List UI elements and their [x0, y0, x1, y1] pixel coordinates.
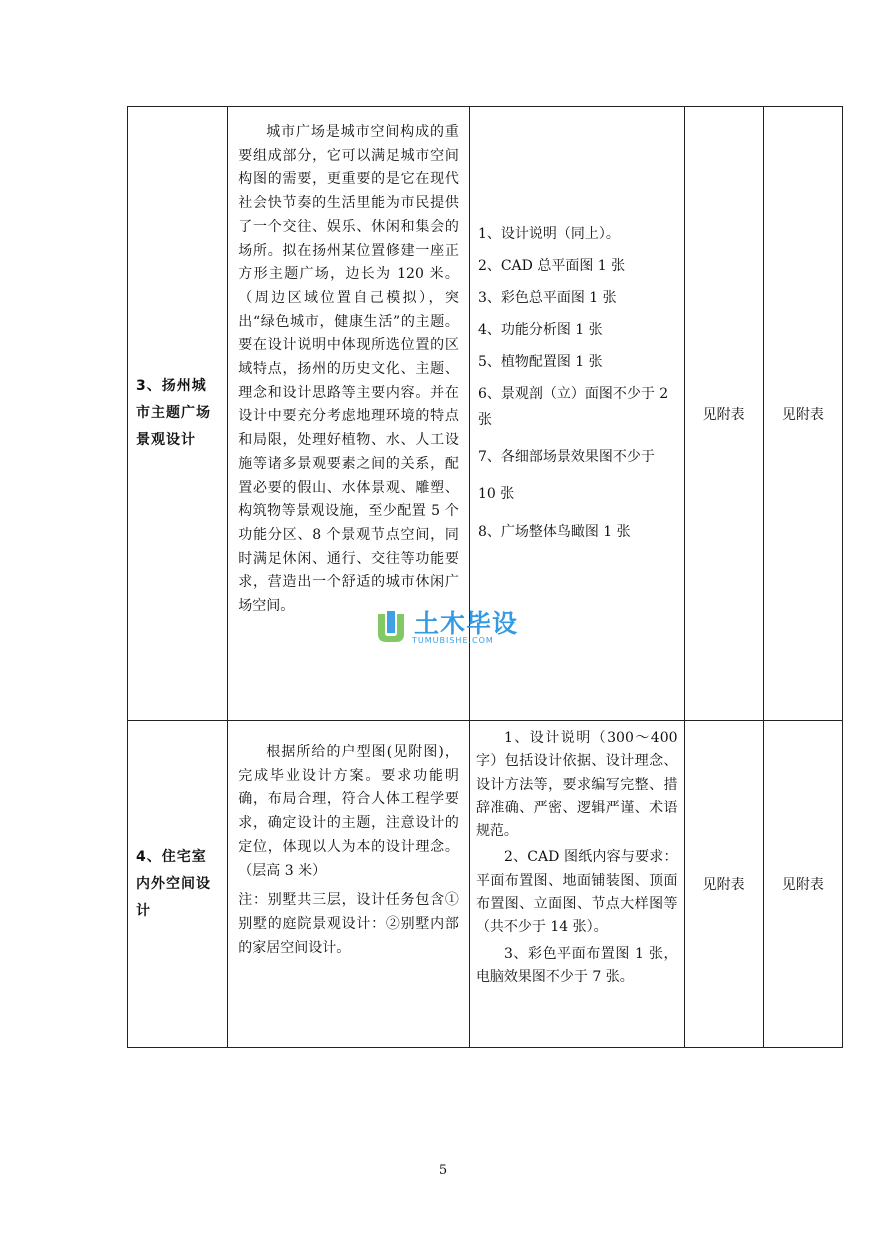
requirement-item: 3、彩色平面布置图 1 张，电脑效果图不少于 7 张。	[475, 945, 678, 985]
requirement-item: 4、功能分析图 1 张	[477, 322, 603, 338]
see-appendix-cell: 见附表	[763, 107, 842, 721]
see-appendix-cell: 见附表	[763, 721, 842, 1048]
tumu-logo-icon	[372, 608, 410, 646]
requirement-item: 1、设计说明（300～400 字）包括设计依据、设计理念、设计方法等，要求编写完整、措辞准确、严密、逻辑严谨、术语规范。	[475, 730, 678, 840]
requirement-item: 5、植物配置图 1 张	[477, 354, 603, 370]
table-row	[128, 721, 843, 1048]
page-number: 5	[438, 1163, 448, 1178]
requirement-item: 6、景观剖（立）面图不少于 2 张	[477, 386, 669, 428]
task-requirements-cell	[469, 721, 684, 1048]
requirement-item: 2、CAD 总平面图 1 张	[477, 258, 626, 274]
watermark-text: 土木毕设	[414, 609, 519, 638]
task-note: 注：别墅共三层，设计任务包含①别墅的庭院景观设计：②别墅内部的家居空间设计。	[238, 892, 459, 956]
task-description: 根据所给的户型图(见附图)，完成毕业设计方案。要求功能明确，布局合理，符合人体工程学要求，确定设计的主题，注意设计的定位，体现以人为本的设计理念。（层高 3 米）	[238, 744, 459, 879]
requirement-item: 2、CAD 图纸内容与要求：平面布置图、地面铺装图、顶面布置图、立面图、节点大样图等（共不少于 14 张）。	[475, 849, 678, 936]
see-appendix-cell: 见附表	[684, 721, 763, 1048]
task-title: 4、住宅室内外空间设计	[128, 721, 228, 1048]
watermark	[372, 604, 532, 650]
task-title: 3、扬州城市主题广场景观设计	[128, 107, 228, 721]
task-description: 城市广场是城市空间构成的重要组成部分，它可以满足城市空间构图的需要，更重要的是它在现代社会快节奏的生活里能为市民提供了一个交往、娱乐、休闲和集会的场所。拟在扬州某位置修建一座正方形主题广场，边长为 120 米。（周边区域位置自己模拟），突出“绿色城市，健康生活”的主题。要在设计说明中体现所选位置的区域特点，扬州的历史文化、主题、理念和设计思路等主要内容。并在设计中要充分考虑地理环境的特点和局限，处理好植物、水、人工设施等诸多景观要素之间的关系，配置必要的假山、水体景观、雕塑、构筑物等景观设施，至少配置 5 个功能分区、8 个景观节点空间，同时满足休闲、通行、交往等功能要求，营造出一个舒适的城市休闲广场空间。	[238, 124, 459, 615]
task-table	[127, 106, 843, 1048]
task-description-cell	[228, 721, 470, 1048]
see-appendix-cell: 见附表	[684, 107, 763, 721]
watermark-subtext: TUMUBISHE.COM	[412, 636, 494, 645]
requirement-item: 1、设计说明（同上）。	[477, 226, 620, 242]
requirement-item: 7、各细部场景效果图不少于 10 张	[477, 449, 655, 502]
requirement-item: 8、广场整体鸟瞰图 1 张	[477, 524, 631, 540]
requirement-item: 3、彩色总平面图 1 张	[477, 290, 617, 306]
